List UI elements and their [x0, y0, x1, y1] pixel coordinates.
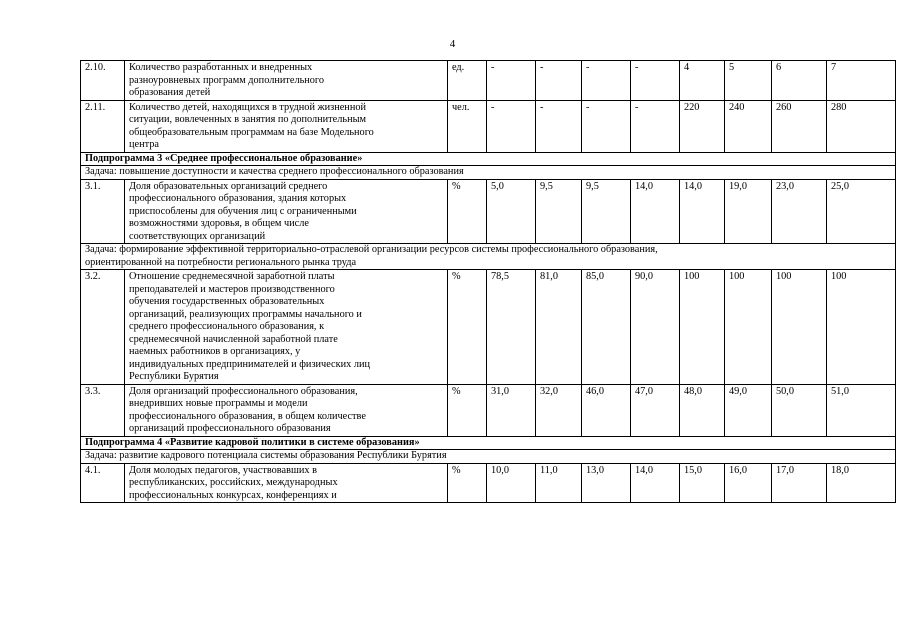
indicator-name-line: ситуации, вовлеченных в занятия по дополнительным — [129, 114, 367, 125]
indicator-name-line: индивидуальных предпринимателей и физических лиц — [129, 358, 370, 370]
indicator-unit: % — [448, 463, 487, 503]
task-row — [81, 450, 896, 464]
indicator-value: - — [631, 61, 680, 101]
task-text — [81, 450, 896, 464]
indicator-name — [125, 384, 448, 436]
subprogram-row — [81, 152, 896, 166]
indicator-value: 100 — [725, 270, 772, 385]
indicator-name-line: организаций, реализующих программы начального и — [129, 308, 362, 320]
subprogram-title — [81, 436, 896, 450]
indicator-value: 16,0 — [725, 463, 772, 503]
indicator-value: 47,0 — [631, 384, 680, 436]
indicator-value: - — [487, 100, 536, 152]
indicator-value: 14,0 — [680, 179, 725, 244]
indicator-name-line: организаций профессионального образования — [129, 423, 331, 434]
task-text-line: Задача: повышение доступности и качества среднего профессионального образования — [85, 166, 464, 177]
indicator-number: 2.10. — [81, 61, 125, 101]
indicator-value: 6 — [772, 61, 827, 101]
indicator-name-line: профессионального образования, здания которых — [129, 193, 347, 204]
indicator-value: 25,0 — [827, 179, 896, 244]
table-body — [81, 61, 896, 503]
indicator-value: 46,0 — [582, 384, 631, 436]
indicator-value: 19,0 — [725, 179, 772, 244]
indicator-value: 78,5 — [487, 270, 536, 385]
indicator-name — [125, 463, 448, 503]
indicator-name-line: разноуровневых программ дополнительного — [129, 74, 325, 86]
indicator-name-line: профессиональных конкурсах, конференциях и — [129, 489, 337, 501]
indicator-value: 5 — [725, 61, 772, 101]
indicator-unit: % — [448, 270, 487, 385]
indicator-value: 15,0 — [680, 463, 725, 503]
indicator-name-line: общеобразовательным программам на базе Модельного — [129, 126, 374, 138]
indicator-value: 13,0 — [582, 463, 631, 503]
indicator-value: 32,0 — [536, 384, 582, 436]
indicator-value: 51,0 — [827, 384, 896, 436]
task-text — [81, 166, 896, 180]
table-row — [81, 100, 896, 152]
indicator-value: 85,0 — [582, 270, 631, 385]
indicator-value: 14,0 — [631, 179, 680, 244]
subprogram-title-line: Подпрограмма 3 «Среднее профессиональное образование» — [85, 152, 363, 164]
indicator-value: 9,5 — [582, 179, 631, 244]
indicator-value: 4 — [680, 61, 725, 101]
indicator-value: 14,0 — [631, 463, 680, 503]
indicator-number: 4.1. — [81, 463, 125, 503]
indicator-value: 7 — [827, 61, 896, 101]
indicator-value: 17,0 — [772, 463, 827, 503]
indicator-value: 48,0 — [680, 384, 725, 436]
table-row — [81, 384, 896, 436]
indicator-number: 3.1. — [81, 179, 125, 244]
indicator-name — [125, 179, 448, 244]
indicator-name-line: наемных работников в организациях, у — [129, 346, 301, 357]
indicator-name-line: профессионального образования, в общем количестве — [129, 410, 366, 422]
indicator-value: - — [582, 61, 631, 101]
indicator-value: 280 — [827, 100, 896, 152]
indicator-name — [125, 61, 448, 101]
indicator-value: 49,0 — [725, 384, 772, 436]
table-row — [81, 463, 896, 503]
subprogram-title — [81, 152, 896, 166]
indicator-name-line: преподавателей и мастеров производственного — [129, 283, 335, 295]
table-row — [81, 61, 896, 101]
indicator-value: 11,0 — [536, 463, 582, 503]
table-row — [81, 270, 896, 385]
indicator-name-line: республиканских, российских, международных — [129, 477, 338, 488]
page-number: 4 — [449, 38, 456, 50]
indicator-name-line: образования детей — [129, 87, 211, 98]
indicator-value: - — [536, 100, 582, 152]
indicator-name-line: Доля образовательных организаций среднего — [129, 180, 328, 192]
indicator-name-line: внедривших новые программы и модели — [129, 398, 308, 409]
indicator-name-line: приспособлены для обучения лиц с ограниченными — [129, 205, 357, 217]
indicator-value: 90,0 — [631, 270, 680, 385]
table-row — [81, 179, 896, 244]
task-row — [81, 166, 896, 180]
indicator-value: - — [487, 61, 536, 101]
indicator-number: 2.11. — [81, 100, 125, 152]
indicator-name-line: Доля организаций профессионального образования, — [129, 385, 358, 397]
indicator-unit: ед. — [448, 61, 487, 101]
indicator-value: - — [582, 100, 631, 152]
indicator-name-line: среднемесячной начисленной заработной плате — [129, 333, 338, 345]
indicator-name-line: среднего профессионального образования, к — [129, 321, 325, 332]
indicator-value: 9,5 — [536, 179, 582, 244]
indicators-table — [80, 60, 896, 503]
indicator-value: 100 — [827, 270, 896, 385]
indicator-name-line: Количество разработанных и внедренных — [129, 62, 313, 73]
indicator-value: 50,0 — [772, 384, 827, 436]
indicator-name-line: возможностями здоровья, в общем числе — [129, 218, 309, 229]
indicator-value: 23,0 — [772, 179, 827, 244]
indicator-unit: чел. — [448, 100, 487, 152]
indicator-value: 81,0 — [536, 270, 582, 385]
indicator-value: 31,0 — [487, 384, 536, 436]
indicator-number: 3.3. — [81, 384, 125, 436]
indicator-value: 100 — [680, 270, 725, 385]
task-text — [81, 244, 896, 270]
indicator-number: 3.2. — [81, 270, 125, 385]
subprogram-row — [81, 436, 896, 450]
indicator-unit: % — [448, 384, 487, 436]
task-text-line: ориентированной на потребности регионального рынка труда — [85, 256, 357, 268]
indicator-value: 240 — [725, 100, 772, 152]
indicator-value: 18,0 — [827, 463, 896, 503]
indicator-name-line: соответствующих организаций — [129, 230, 266, 242]
indicator-value: - — [536, 61, 582, 101]
indicator-name-line: Отношение среднемесячной заработной платы — [129, 271, 335, 282]
task-text-line: Задача: формирование эффективной территориально-отраслевой организации ресурсов системы профессионального образования, — [85, 244, 658, 255]
indicator-name — [125, 270, 448, 385]
indicator-value: - — [631, 100, 680, 152]
subprogram-title-line: Подпрограмма 4 «Развитие кадровой политики в системе образования» — [85, 436, 420, 448]
indicator-name-line: Республики Бурятия — [129, 371, 219, 382]
indicator-value: 220 — [680, 100, 725, 152]
indicator-value: 260 — [772, 100, 827, 152]
indicator-value: 5,0 — [487, 179, 536, 244]
task-text-line: Задача: развитие кадрового потенциала системы образования Республики Бурятия — [85, 450, 447, 461]
indicator-name-line: центра — [129, 139, 159, 150]
indicator-unit: % — [448, 179, 487, 244]
indicator-name-line: Количество детей, находящихся в трудной жизненной — [129, 101, 366, 113]
indicator-value: 10,0 — [487, 463, 536, 503]
task-row — [81, 244, 896, 270]
indicator-name-line: обучения государственных образовательных — [129, 296, 325, 307]
indicator-name-line: Доля молодых педагогов, участвовавших в — [129, 464, 317, 476]
indicator-name — [125, 100, 448, 152]
indicator-value: 100 — [772, 270, 827, 385]
